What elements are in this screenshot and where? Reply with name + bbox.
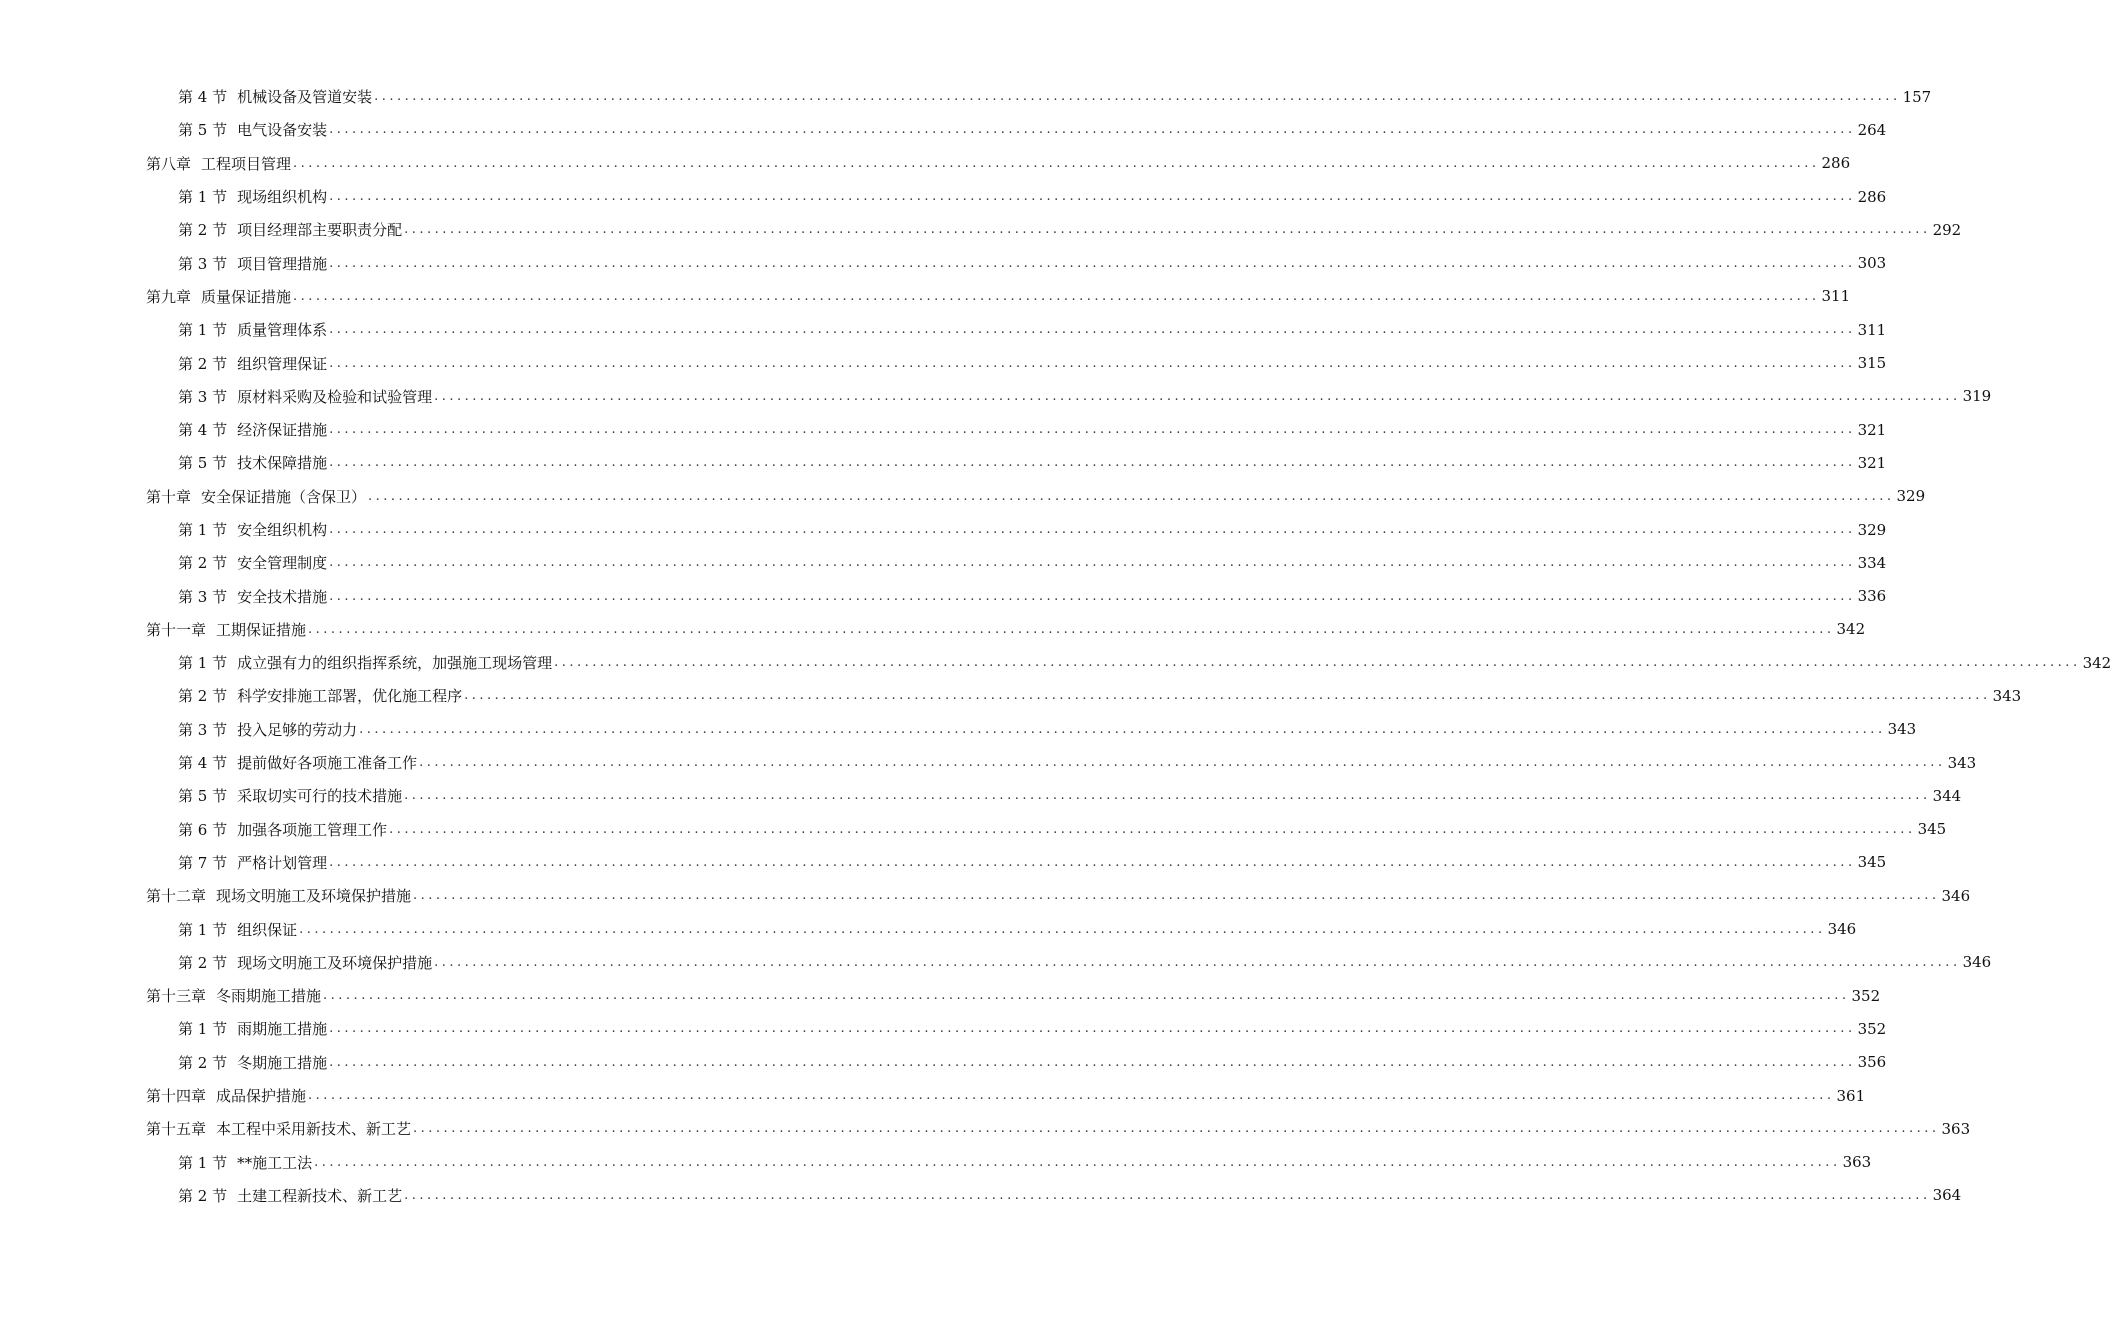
entry-page-number: 343 [1887,720,1917,739]
toc-section-entry[interactable] [146,380,1992,413]
dot-leader: ........................................................................................................................................................................................................ [389,821,1916,837]
entry-number: 第 1 节 [178,521,228,539]
toc-section-entry[interactable] [146,746,1977,779]
dot-leader: ........................................................................................................................................................................................................ [404,788,1931,804]
toc-section-entry[interactable] [146,646,2111,679]
entry-title: 现场文明施工及环境保护措施 [237,953,433,972]
entry-number: 第 3 节 [178,720,228,739]
toc-section-entry[interactable] [146,912,1857,945]
dot-leader: ........................................................................................................................................................................................................ [323,988,1850,1004]
entry-title: 冬雨期施工措施 [216,987,322,1006]
dot-leader: ........................................................................................................................................................................................................ [359,721,1886,737]
entry-number: 第 6 节 [178,820,228,839]
entry-number: 第 1 节 [178,654,228,673]
entry-number: 第 1 节 [178,1153,228,1172]
dot-leader: ........................................................................................................................................................................................................ [308,1088,1835,1104]
entry-page-number: 363 [1842,1153,1872,1172]
dot-leader: ........................................................................................................................................................................................................ [329,122,1856,138]
entry-title: 组织保证 [237,920,298,939]
entry-number: 第十二章 [146,887,207,906]
entry-number: 第九章 [146,287,192,306]
toc-section-entry[interactable] [146,80,1932,113]
dot-leader: ........................................................................................................................................................................................................ [329,455,1856,471]
toc-section-entry[interactable] [146,579,1887,612]
entry-page-number: 342 [1836,620,1866,639]
toc-section-entry[interactable] [146,413,1887,446]
entry-title: 成品保护措施 [216,1087,307,1106]
toc-chapter-entry[interactable] [146,879,1971,912]
entry-page-number: 292 [1932,220,1962,239]
entry-title: 原材料采购及检验和试验管理 [237,387,433,406]
entry-number: 第十五章 [146,1120,207,1139]
entry-title: 经济保证措施 [237,421,328,440]
dot-leader: ........................................................................................................................................................................................................ [413,1121,1940,1137]
entry-page-number: 286 [1857,187,1887,206]
entry-title: 严格计划管理 [237,853,328,872]
entry-number: 第 5 节 [178,121,228,140]
dot-leader: ........................................................................................................................................................................................................ [368,488,1895,504]
entry-number: 第十章 [146,487,192,506]
dot-leader: ........................................................................................................................................................................................................ [293,288,1820,304]
entry-number: 第 3 节 [178,587,228,606]
entry-title: 采取切实可行的技术措施 [237,787,403,806]
entry-title: 安全保证措施（含保卫） [201,487,367,506]
entry-number: 第十三章 [146,987,207,1006]
entry-page-number: 343 [1992,686,2022,705]
dot-leader: ........................................................................................................................................................................................................ [329,422,1856,438]
entry-number: 第 2 节 [178,221,228,240]
dot-leader: ........................................................................................................................................................................................................ [329,588,1856,604]
entry-title: 安全组织机构 [237,521,328,539]
toc-chapter-entry[interactable] [146,147,1851,180]
toc-section-entry[interactable] [146,713,1917,746]
toc-section-entry[interactable] [146,1012,1887,1045]
dot-leader: ........................................................................................................................................................................................................ [329,522,1856,537]
dot-leader: ........................................................................................................................................................................................................ [329,355,1856,371]
entry-page-number: 352 [1851,986,1881,1005]
dot-leader: ........................................................................................................................................................................................................ [374,89,1901,105]
dot-leader: ........................................................................................................................................................................................................ [554,655,2081,671]
entry-page-number: 329 [1896,487,1926,506]
dot-leader: ........................................................................................................................................................................................................ [314,1154,1841,1170]
entry-title: 雨期施工措施 [237,1020,328,1039]
entry-number: 第 4 节 [178,421,228,440]
entry-title: 项目管理措施 [237,254,328,273]
entry-title: 提前做好各项施工准备工作 [237,754,418,773]
entry-number: 第八章 [146,154,192,173]
entry-page-number: 329 [1857,520,1887,539]
entry-title: 安全技术措施 [237,587,328,606]
toc-section-entry[interactable] [146,180,1887,213]
entry-page-number: 321 [1857,453,1887,472]
entry-page-number: 336 [1857,587,1887,606]
entry-number: 第 3 节 [178,387,228,406]
dot-leader: ........................................................................................................................................................................................................ [434,388,1961,404]
toc-section-entry[interactable] [146,313,1887,346]
entry-page-number: 344 [1932,786,1962,805]
toc-chapter-entry[interactable] [146,480,1926,513]
toc-chapter-entry[interactable] [146,613,1866,646]
entry-title: 成立强有力的组织指挥系统，加强施工现场管理 [237,654,553,673]
entry-number: 第 2 节 [178,1053,228,1072]
dot-leader: ........................................................................................................................................................................................................ [329,1021,1856,1037]
entry-page-number: 346 [1962,953,1992,972]
entry-page-number: 311 [1857,320,1887,339]
dot-leader: ........................................................................................................................................................................................................ [404,1187,1931,1203]
toc-section-entry[interactable] [146,779,1962,812]
dot-leader: ........................................................................................................................................................................................................ [293,155,1820,171]
entry-title: 工期保证措施 [216,620,307,639]
toc-section-entry[interactable] [146,1146,1872,1179]
entry-number: 第 2 节 [178,1186,228,1205]
dot-leader: ........................................................................................................................................................................................................ [329,555,1856,571]
entry-number: 第 3 节 [178,254,228,273]
toc-section-entry[interactable] [146,679,2022,712]
dot-leader: ........................................................................................................................................................................................................ [419,755,1946,771]
entry-title: 加强各项施工管理工作 [237,820,388,839]
entry-title: **施工工法 [237,1153,313,1172]
dot-leader: ........................................................................................................................................................................................................ [434,954,1961,970]
entry-page-number: 342 [2082,653,2111,672]
entry-number: 第 1 节 [178,321,228,340]
entry-page-number: 356 [1857,1053,1887,1072]
entry-number: 第十四章 [146,1087,207,1106]
toc-section-entry[interactable] [146,846,1887,879]
entry-page-number: 345 [1857,853,1887,872]
toc-section-entry[interactable] [146,513,1887,546]
dot-leader: ........................................................................................................................................................................................................ [329,854,1856,870]
entry-page-number: 346 [1941,886,1971,905]
toc-chapter-entry[interactable] [146,979,1881,1012]
toc-section-entry[interactable] [146,446,1887,479]
toc-chapter-entry[interactable] [146,1112,1971,1145]
dot-leader: ........................................................................................................................................................................................................ [329,322,1856,338]
entry-page-number: 315 [1857,354,1887,373]
toc-section-entry[interactable] [146,1046,1887,1079]
entry-title: 质量管理体系 [237,321,328,340]
entry-page-number: 345 [1917,820,1947,839]
dot-leader: ........................................................................................................................................................................................................ [329,1054,1856,1070]
toc-section-entry[interactable] [146,813,1947,846]
toc-section-entry[interactable] [146,346,1887,379]
dot-leader: ........................................................................................................................................................................................................ [404,222,1931,238]
entry-title: 冬期施工措施 [237,1053,328,1072]
toc-chapter-entry[interactable] [146,1079,1866,1112]
entry-number: 第 2 节 [178,354,228,373]
table-of-contents [146,80,2111,1212]
entry-page-number: 321 [1857,420,1887,439]
entry-title: 工程项目管理 [201,154,292,173]
toc-section-entry[interactable] [146,1179,1962,1212]
entry-page-number: 361 [1836,1086,1866,1105]
entry-number: 第 1 节 [178,1020,228,1039]
entry-title: 技术保障措施 [237,454,328,473]
entry-number: 第 2 节 [178,687,228,706]
dot-leader: ........................................................................................................................................................................................................ [329,255,1856,271]
entry-title: 现场文明施工及环境保护措施 [216,887,412,906]
entry-title: 项目经理部主要职责分配 [237,221,403,240]
entry-page-number: 157 [1902,87,1932,106]
entry-page-number: 364 [1932,1186,1962,1205]
toc-section-entry[interactable] [146,246,1887,279]
entry-number: 第 1 节 [178,920,228,939]
entry-title: 土建工程新技术、新工艺 [237,1186,403,1205]
entry-number: 第 5 节 [178,454,228,473]
entry-title: 质量保证措施 [201,287,292,306]
entry-title: 电气设备安装 [237,121,328,140]
toc-section-entry[interactable] [146,213,1962,246]
entry-page-number: 334 [1857,553,1887,572]
entry-page-number: 343 [1947,753,1977,772]
entry-number: 第 2 节 [178,953,228,972]
toc-section-entry[interactable] [146,946,1992,979]
entry-title: 投入足够的劳动力 [237,720,358,739]
entry-title: 机械设备及管道安装 [237,88,373,107]
dot-leader: ........................................................................................................................................................................................................ [329,189,1856,205]
toc-section-entry[interactable] [146,113,1887,146]
entry-title: 科学安排施工部署，优化施工程序 [237,687,463,706]
entry-page-number: 319 [1962,387,1992,406]
entry-title: 安全管理制度 [237,554,328,573]
entry-number: 第十一章 [146,620,207,639]
entry-page-number: 352 [1857,1019,1887,1038]
toc-chapter-entry[interactable] [146,280,1851,313]
entry-number: 第 7 节 [178,853,228,872]
toc-section-entry[interactable] [146,546,1887,579]
entry-number: 第 5 节 [178,787,228,806]
entry-page-number: 264 [1857,120,1887,139]
entry-number: 第 4 节 [178,88,228,107]
entry-number: 第 2 节 [178,554,228,573]
entry-number: 第 4 节 [178,754,228,773]
entry-title: 本工程中采用新技术、新工艺 [216,1120,412,1139]
entry-page-number: 346 [1827,920,1857,939]
entry-page-number: 363 [1941,1119,1971,1138]
entry-page-number: 311 [1821,287,1851,306]
entry-title: 现场组织机构 [237,188,328,207]
entry-title: 组织管理保证 [237,354,328,373]
dot-leader: ........................................................................................................................................................................................................ [308,621,1835,637]
entry-number: 第 1 节 [178,188,228,207]
dot-leader: ........................................................................................................................................................................................................ [413,888,1940,904]
entry-page-number: 286 [1821,154,1851,173]
entry-page-number: 303 [1857,254,1887,273]
dot-leader: ........................................................................................................................................................................................................ [299,921,1826,937]
dot-leader: ........................................................................................................................................................................................................ [464,688,1991,704]
